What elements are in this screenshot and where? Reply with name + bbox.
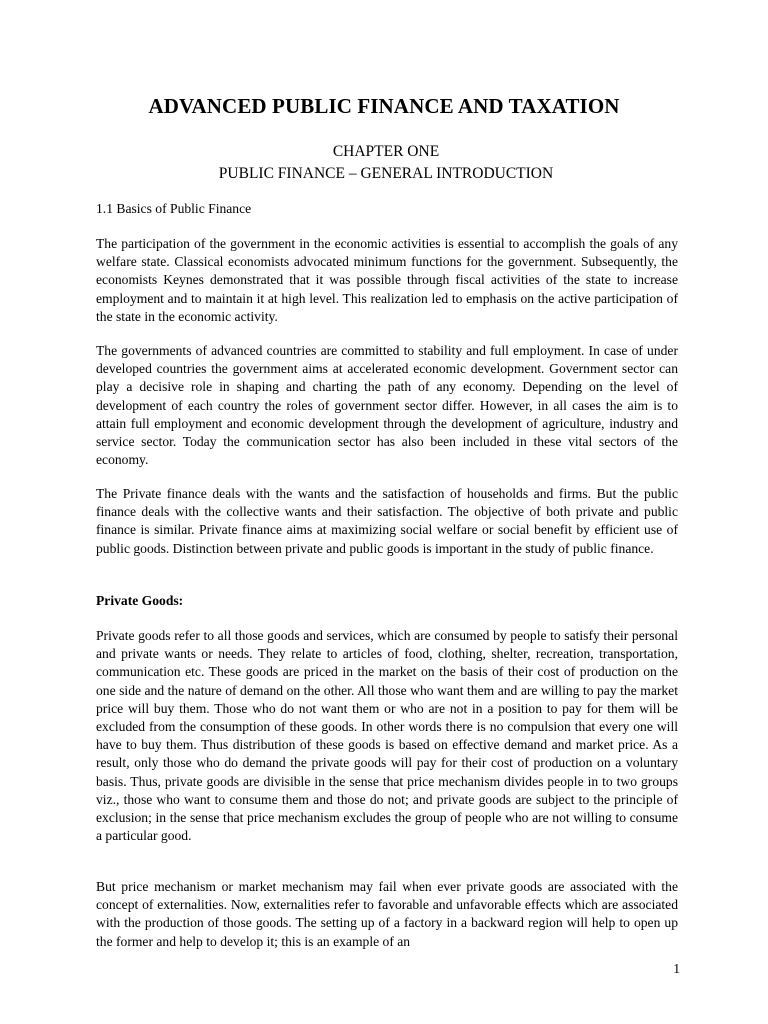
chapter-label: CHAPTER ONE xyxy=(332,143,440,160)
chapter-title: PUBLIC FINANCE – GENERAL INTRODUCTION xyxy=(218,165,554,182)
private-goods-heading: Private Goods: xyxy=(96,593,184,608)
paragraph-intro: The participation of the government in the economic activities is essential to accomplish the goals of any welfare state. Classical economists advocated minimum functions for the government. Subsequently, the economists Keynes demonstrated that it was possible through fiscal activities of the state to increase employment and to maintain it at high level. This realization led to emphasis on the active participation of the state in the economic activity. xyxy=(96,236,678,324)
section-heading: 1.1 Basics of Public Finance xyxy=(96,201,252,216)
paragraph-externalities: But price mechanism or market mechanism may fail when ever private goods are associated with the concept of externalities. Now, externalities refer to favorable and unfavorable effects which are associated with the production of those goods. The setting up of a factory in a backward region will help to open up the former and help to develop it; this is an example of an xyxy=(96,879,678,949)
paragraph-private-goods: Private goods refer to all those goods and services, which are consumed by people to satisfy their personal and private wants or needs. They relate to articles of food, clothing, shelter, recreation, transportation, communication etc. These goods are priced in the market on the basis of their cost of production on the one side and the nature of demand on the other. All those who want them and are willing to pay the market price will buy them. Those who do not want them or who are not in a position to pay for them will be excluded from the consumption of these goods. In other words there is no compulsion that every one will have to buy them. Thus distribution of these goods is based on effective demand and market price. As a result, only those who do demand the private goods will pay for their cost of production on a voluntary basis. Thus, private goods are divisible in the sense that price mechanism divides people in to two groups viz., those who want to consume them and those do not; and private goods are subject to the principle of exclusion; in the sense that price mechanism excludes the group of people who are not willing to consume a particular good. xyxy=(96,628,678,844)
document-title: ADVANCED PUBLIC FINANCE AND TAXATION xyxy=(148,94,620,118)
paragraph-private-vs-public: The Private finance deals with the wants and the satisfaction of households and firms. But the public finance deals with the collective wants and their satisfaction. The objective of both private and public finance is similar. Private finance aims at maximizing social welfare or social benefit by efficient use of public goods. Distinction between private and public goods is important in the study of public finance. xyxy=(96,486,678,556)
page-number: 1 xyxy=(673,961,680,976)
paragraph-advanced-countries: The governments of advanced countries are committed to stability and full employment. In case of under developed countries the government aims at accelerated economic development. Government sector can play a decisive role in shaping and charting the path of any economy. Depending on the level of development of each country the roles of government sector differ. However, in all cases the aim is to attain full employment and economic development through the development of agriculture, industry and service sector. Today the communication sector has also been included in these vital sectors of the economy. xyxy=(96,343,678,468)
